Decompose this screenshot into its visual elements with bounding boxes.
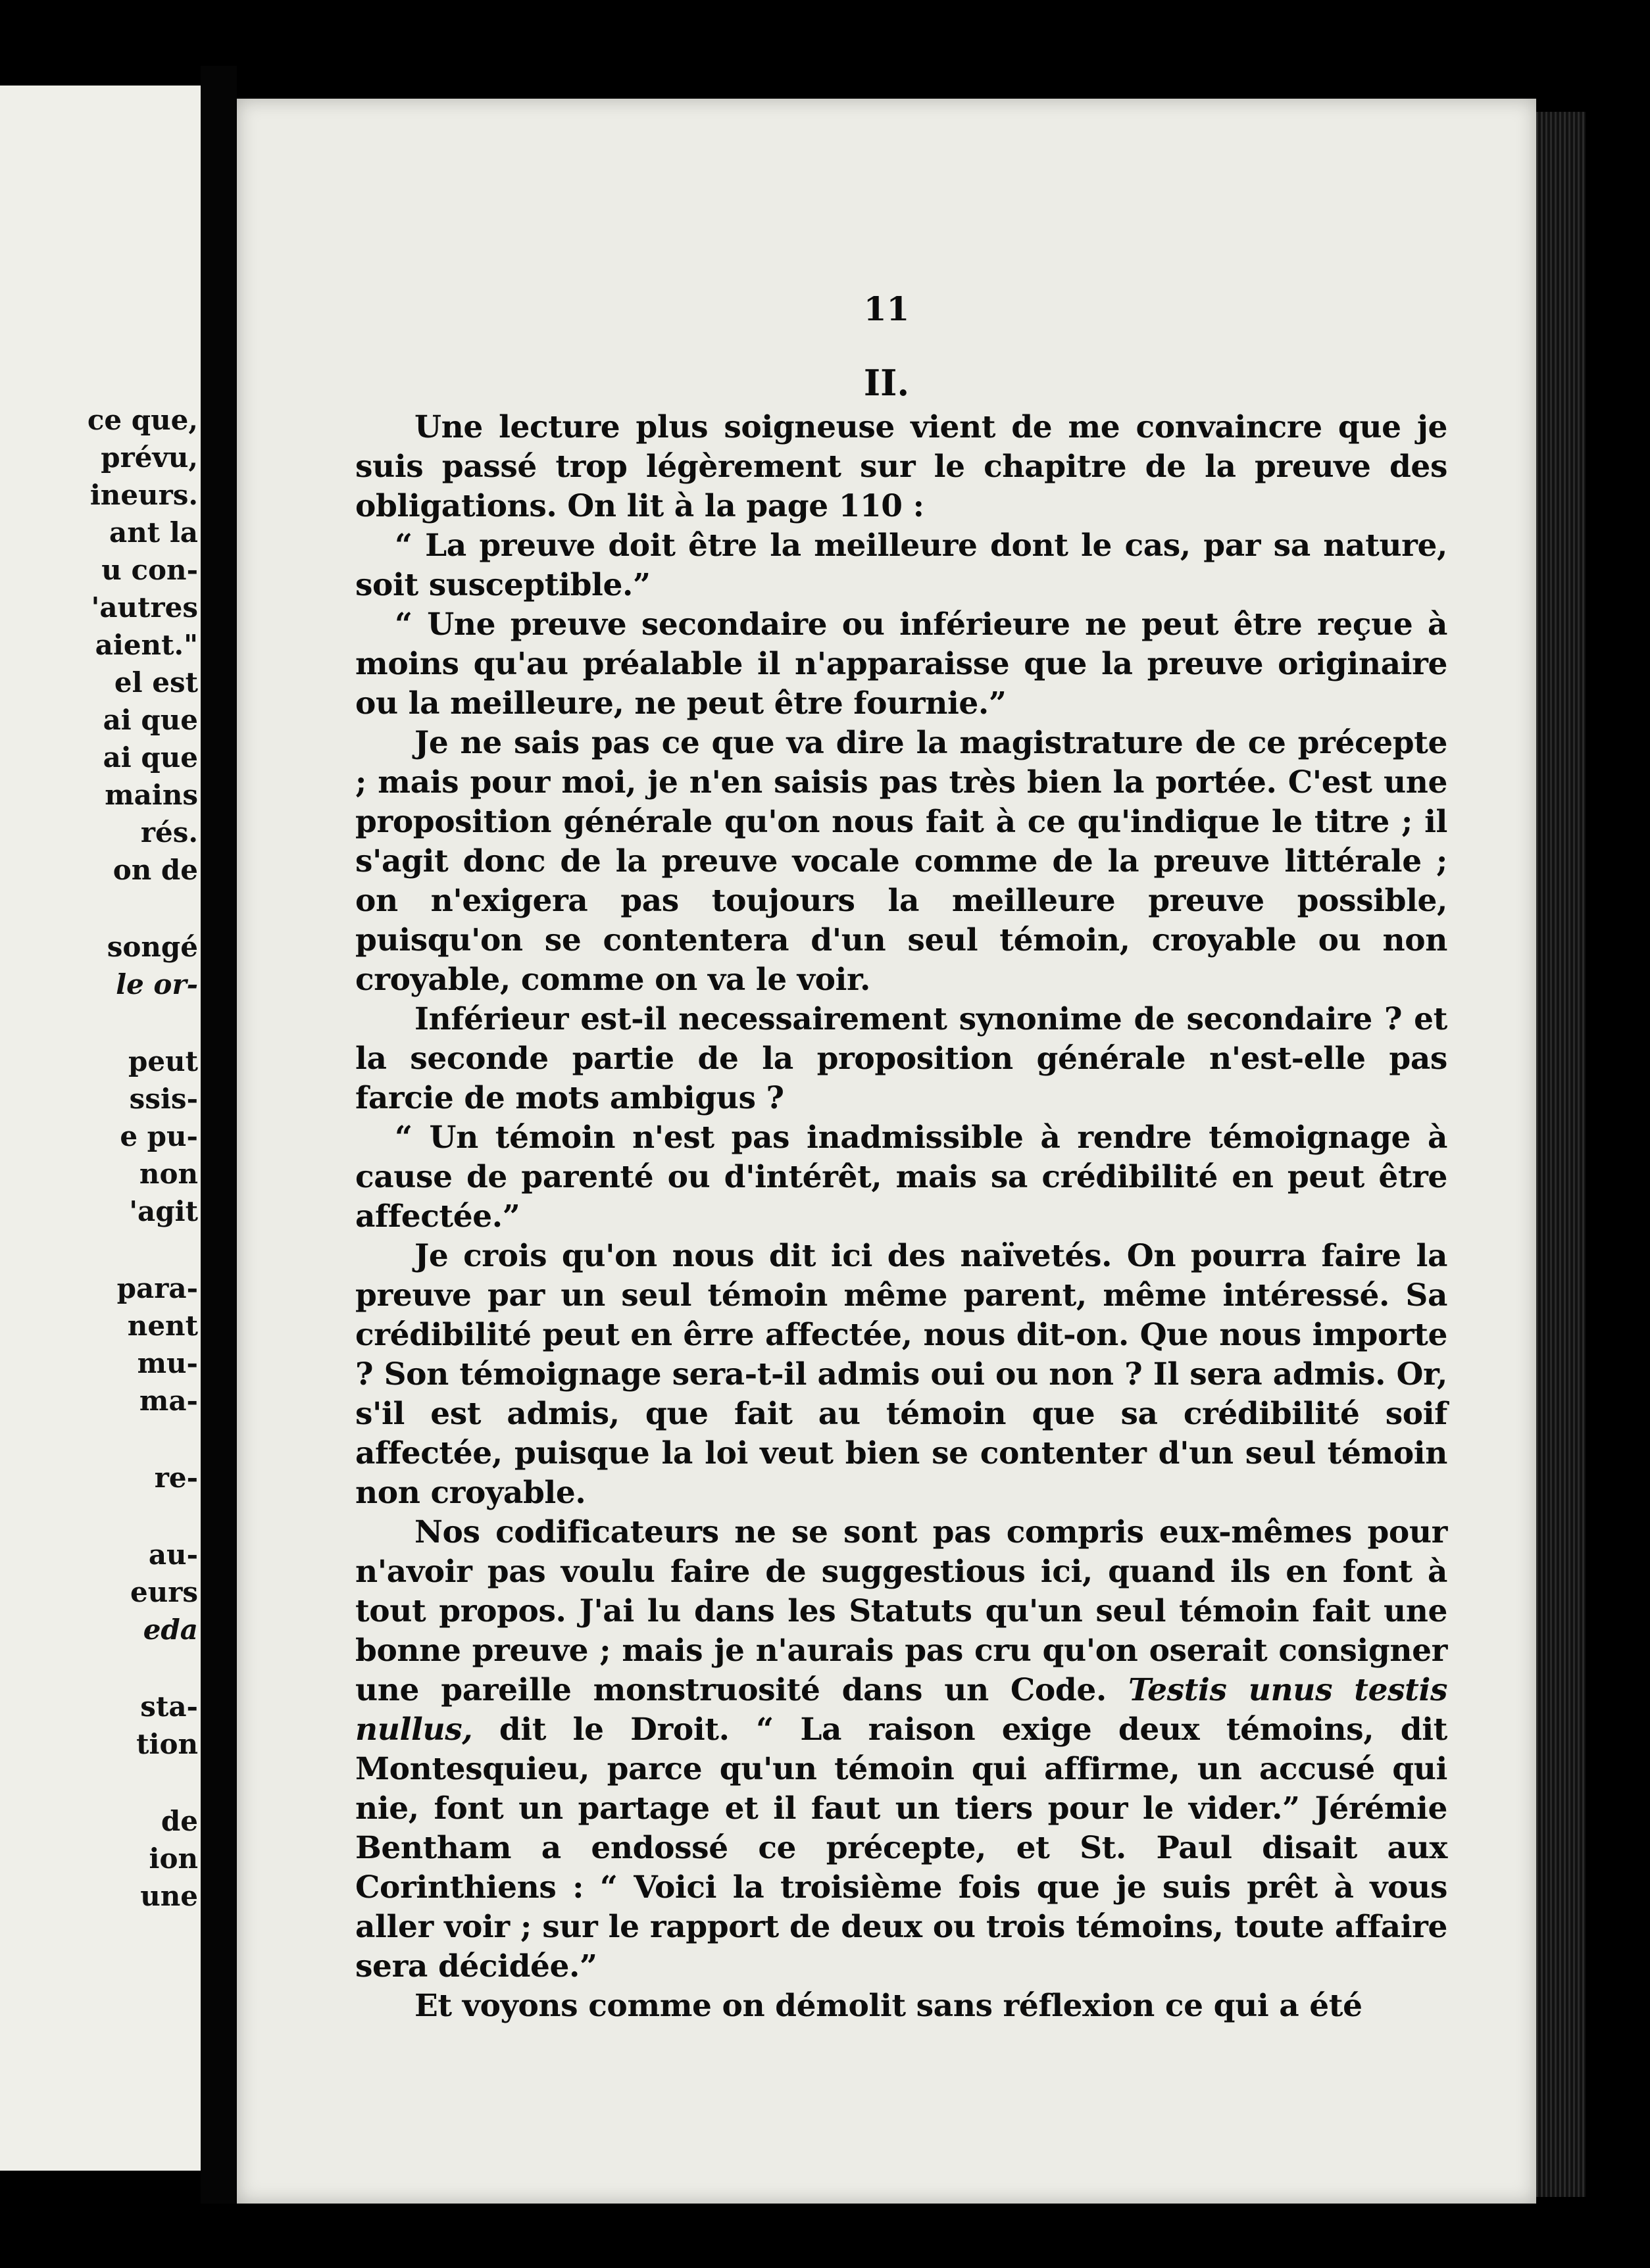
line-fragment [88, 1648, 198, 1688]
line-fragment: ce que, [87, 404, 198, 436]
line-fragment [88, 1496, 198, 1536]
previous-page-fragment [0, 86, 201, 2171]
paragraph-text: Nos codificateurs ne se sont pas compris eux-mêmes pour n'avoir pas voulu faire de suggestious ici, quand ils en font à tout propos. J'ai lu dans les Statuts qu'un seul témoin fait une bonne preuve ; mais je n'aurais pas cru qu'on oserait consigner une pareille monstruosité dans un Code. [355, 1514, 1447, 1708]
line-fragment: le or- [116, 968, 198, 1000]
line-fragment: non [139, 1158, 198, 1190]
line-fragment: aient." [95, 629, 198, 661]
line-fragment: une [140, 1880, 198, 1912]
line-fragment: ai que [103, 704, 198, 736]
paragraph: Je ne sais pas ce que va dire la magistrature de ce précepte ; mais pour moi, je n'en saisis pas très bien la portée. C'est une proposition générale qu'on nous fait à ce qu'indique le titre ; il s'agit donc de la preuve vocale comme de la preuve littérale ; on n'exigera pas toujours la meilleure preuve possible, puisqu'on se contentera d'un seul témoin, croyable ou non croyable, comme on va le voir. [355, 725, 1447, 998]
line-fragment: mains [105, 779, 198, 811]
line-fragment [88, 1763, 198, 1802]
line-fragment: songé [107, 931, 198, 963]
line-fragment: ssis- [129, 1083, 198, 1115]
book-gutter [201, 66, 237, 2204]
book-page [237, 99, 1536, 2204]
quotation-paragraph: “ La preuve doit être la meilleure dont le cas, par sa nature, soit susceptible.” [355, 528, 1447, 603]
page-body [355, 408, 1447, 2026]
line-fragment: u con- [101, 554, 198, 586]
line-fragment: nent [127, 1310, 198, 1342]
latin-maxim: Testis unus testis nullus, [355, 1672, 1448, 1748]
paragraph: Inférieur est-il necessairement synonime de secondaire ? et la seconde partie de la proposition générale n'est-elle pas farcie de mots ambigus ? [355, 1001, 1447, 1116]
paragraph [355, 1513, 1447, 1986]
page-number: 11 [863, 289, 910, 328]
quotation-paragraph: “ Un témoin n'est pas inadmissible à rendre témoignage à cause de parenté ou d'intérêt, mais sa crédibilité en peut être affectée.” [355, 1120, 1447, 1235]
page-stack-edge [1536, 112, 1586, 2197]
line-fragment: eurs [130, 1576, 198, 1608]
line-fragment [88, 1419, 198, 1459]
paragraph: Et voyons comme on démolit sans réflexion ce qui a été [414, 1988, 1362, 2024]
line-fragment [88, 1230, 198, 1270]
line-fragment: re- [154, 1462, 198, 1494]
line-fragment: e pu- [120, 1120, 198, 1152]
line-fragment: ion [149, 1842, 198, 1875]
line-fragment: eda [143, 1614, 198, 1646]
line-fragment [88, 889, 198, 928]
line-fragment: el est [114, 666, 198, 699]
quotation-paragraph: “ Une preuve secondaire ou inférieure ne peut être reçue à moins qu'au préalable il n'apparaisse que la preuve originaire ou la meilleure, ne peut être fournie.” [355, 606, 1447, 722]
line-fragment: prévu, [101, 441, 198, 474]
line-fragment: ma- [139, 1385, 198, 1417]
paragraph: Je crois qu'on nous dit ici des naïvetés. On pourra faire la preuve par un seul témoin même parent, même intéressé. Sa crédibilité peut en êrre affectée, nous dit-on. Que nous importe ? Son témoignage sera-t-il admis oui ou non ? Il sera admis. Or, s'il est admis, que fait au témoin que sa crédibilité soif affectée, puisque la loi veut bien se contenter d'un seul témoin non croyable. [355, 1238, 1447, 1511]
paragraph: Une lecture plus soigneuse vient de me convaincre que je suis passé trop légèrement sur le chapitre de la preuve des obligations. On lit à la page 110 : [355, 409, 1447, 524]
line-fragment: peut [128, 1045, 198, 1077]
line-fragment: au- [148, 1539, 198, 1571]
line-fragment: rés. [140, 816, 198, 849]
line-fragment: de [161, 1805, 198, 1837]
line-fragment: 'autres [91, 591, 198, 624]
line-fragment: tion [136, 1728, 198, 1760]
line-fragment: para- [116, 1272, 198, 1304]
previous-page-line-ends [88, 401, 198, 1915]
line-fragment: mu- [137, 1347, 198, 1379]
paragraph-text: dit le Droit. “ La raison exige deux témoins, dit Montesquieu, parce qu'un témoin qui affirme, un accusé qui nie, font un partage et il faut un tiers pour le vider.” Jérémie Bentham a endossé ce précepte, et St. Paul disait aux Corinthiens : “ Voici la troisième fois que je suis prêt à vous aller voir ; sur le rapport de deux ou trois témoins, toute affaire sera décidée.” [355, 1712, 1447, 1985]
line-fragment: 'agit [129, 1195, 198, 1227]
line-fragment: sta- [140, 1690, 198, 1723]
line-fragment [88, 1003, 198, 1043]
line-fragment: ai que [103, 741, 198, 774]
line-fragment: on de [113, 854, 198, 886]
section-heading: II. [863, 362, 910, 404]
line-fragment: ineurs. [89, 479, 198, 511]
line-fragment: ant la [109, 516, 198, 549]
